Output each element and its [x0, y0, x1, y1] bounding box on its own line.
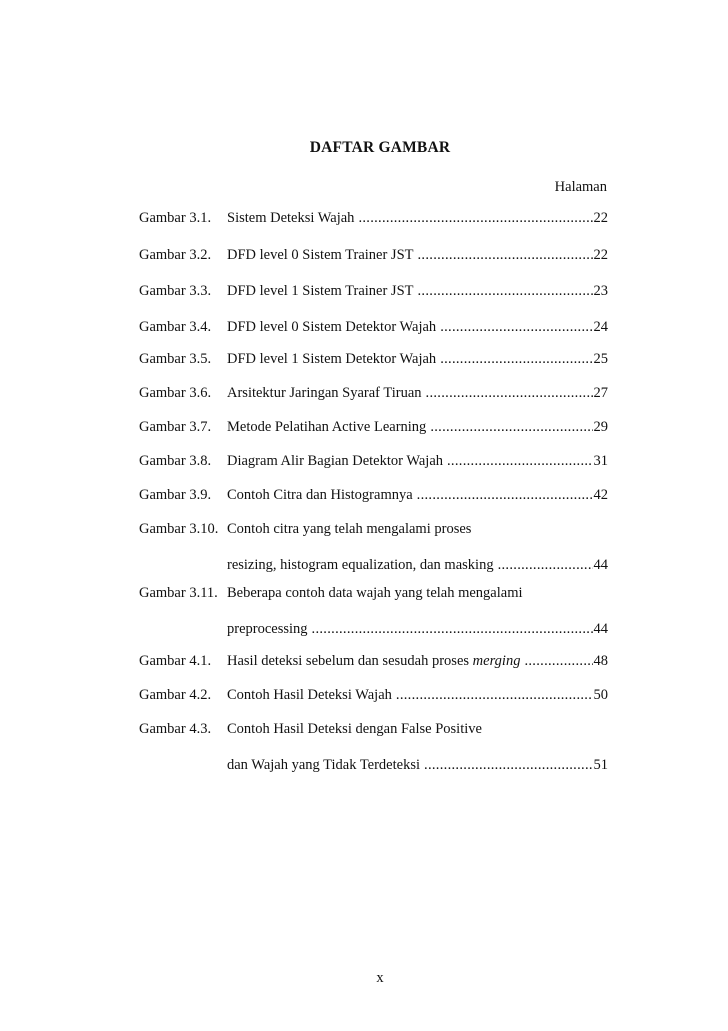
- dot-leader: [312, 620, 593, 638]
- figure-label: Gambar 3.11.: [139, 585, 218, 601]
- figure-label: Gambar 3.7.: [139, 419, 212, 435]
- dot-leader: [424, 756, 592, 774]
- figure-label: Gambar 3.10.: [139, 521, 219, 537]
- dot-leader: [418, 246, 593, 264]
- figure-caption: Metode Pelatihan Active Learning: [227, 419, 427, 435]
- figure-caption-continued: resizing, histogram equalization, dan masking: [227, 557, 494, 573]
- figure-caption: Contoh Hasil Deteksi Wajah: [227, 687, 392, 703]
- figure-entry: [139, 584, 608, 640]
- figure-caption: [227, 652, 520, 670]
- figure-page-number: 24: [593, 319, 608, 335]
- figure-page-number: 31: [593, 453, 608, 469]
- dot-leader: [498, 556, 593, 574]
- figure-page-number: 50: [593, 687, 608, 703]
- figure-label: Gambar 3.3.: [139, 283, 212, 299]
- figure-caption: Contoh Hasil Deteksi dengan False Positive: [227, 721, 482, 737]
- figure-caption: Diagram Alir Bagian Detektor Wajah: [227, 453, 443, 469]
- figure-entry: [139, 418, 608, 436]
- figure-label: Gambar 3.4.: [139, 319, 212, 335]
- figure-label: Gambar 3.5.: [139, 351, 212, 367]
- dot-leader: [440, 318, 592, 336]
- figure-label: Gambar 4.2.: [139, 687, 212, 703]
- figure-entry: [139, 384, 608, 402]
- footer-page-number: x: [376, 970, 384, 986]
- figure-page-number: 44: [593, 621, 608, 637]
- figure-page-number: 42: [593, 487, 608, 503]
- halaman-label: Halaman: [554, 179, 607, 195]
- figure-caption: Beberapa contoh data wajah yang telah mengalami: [227, 585, 523, 601]
- figure-entry: [139, 686, 608, 704]
- dot-leader: [440, 350, 592, 368]
- dot-leader: [418, 282, 593, 300]
- figure-caption: Arsitektur Jaringan Syaraf Tiruan: [227, 385, 422, 401]
- figure-entry: [139, 209, 608, 227]
- dot-leader: [358, 209, 592, 227]
- figure-page-number: 22: [593, 247, 608, 263]
- figure-caption: DFD level 1 Sistem Detektor Wajah: [227, 351, 437, 367]
- dot-leader: [396, 686, 593, 704]
- figure-entry: [139, 520, 608, 576]
- figure-caption-text: Hasil deteksi sebelum dan sesudah proses: [227, 653, 470, 669]
- figure-entry: [139, 246, 608, 264]
- figure-page-number: 25: [593, 351, 608, 367]
- figure-label: Gambar 3.2.: [139, 247, 212, 263]
- dot-leader: [447, 452, 593, 470]
- figure-page-number: 51: [593, 757, 608, 773]
- figure-entry: [139, 652, 608, 670]
- figure-caption-continued: dan Wajah yang Tidak Terdeteksi: [227, 757, 421, 773]
- figure-entry: [139, 720, 608, 776]
- dot-leader: [417, 486, 593, 504]
- figure-caption-italic: merging: [472, 653, 521, 669]
- figure-entry: [139, 318, 608, 336]
- figure-label: Gambar 3.8.: [139, 453, 212, 469]
- dot-leader: [426, 384, 593, 402]
- page-title: DAFTAR GAMBAR: [309, 139, 451, 156]
- figure-caption: DFD level 0 Sistem Detektor Wajah: [227, 319, 437, 335]
- figure-entry: [139, 452, 608, 470]
- figure-caption: DFD level 0 Sistem Trainer JST: [227, 247, 414, 263]
- figure-page-number: 23: [593, 283, 608, 299]
- figure-page-number: 29: [593, 419, 608, 435]
- figure-caption: Sistem Deteksi Wajah: [227, 210, 355, 226]
- dot-leader: [524, 652, 592, 670]
- dot-leader: [430, 418, 592, 436]
- figure-label: Gambar 3.6.: [139, 385, 212, 401]
- figure-label: Gambar 3.1.: [139, 210, 212, 226]
- figure-page-number: 44: [593, 557, 608, 573]
- figure-label: Gambar 3.9.: [139, 487, 212, 503]
- figure-page-number: 22: [593, 210, 608, 226]
- figure-caption: Contoh Citra dan Histogramnya: [227, 487, 413, 503]
- figure-page-number: 48: [593, 653, 608, 669]
- figure-entry: [139, 350, 608, 368]
- figure-caption: Contoh citra yang telah mengalami proses: [227, 521, 472, 537]
- figure-entry: [139, 282, 608, 300]
- figure-caption: DFD level 1 Sistem Trainer JST: [227, 283, 414, 299]
- figure-entry: [139, 486, 608, 504]
- figure-page-number: 27: [593, 385, 608, 401]
- figure-caption-continued: preprocessing: [227, 621, 308, 637]
- figure-label: Gambar 4.1.: [139, 653, 212, 669]
- figure-label: Gambar 4.3.: [139, 721, 212, 737]
